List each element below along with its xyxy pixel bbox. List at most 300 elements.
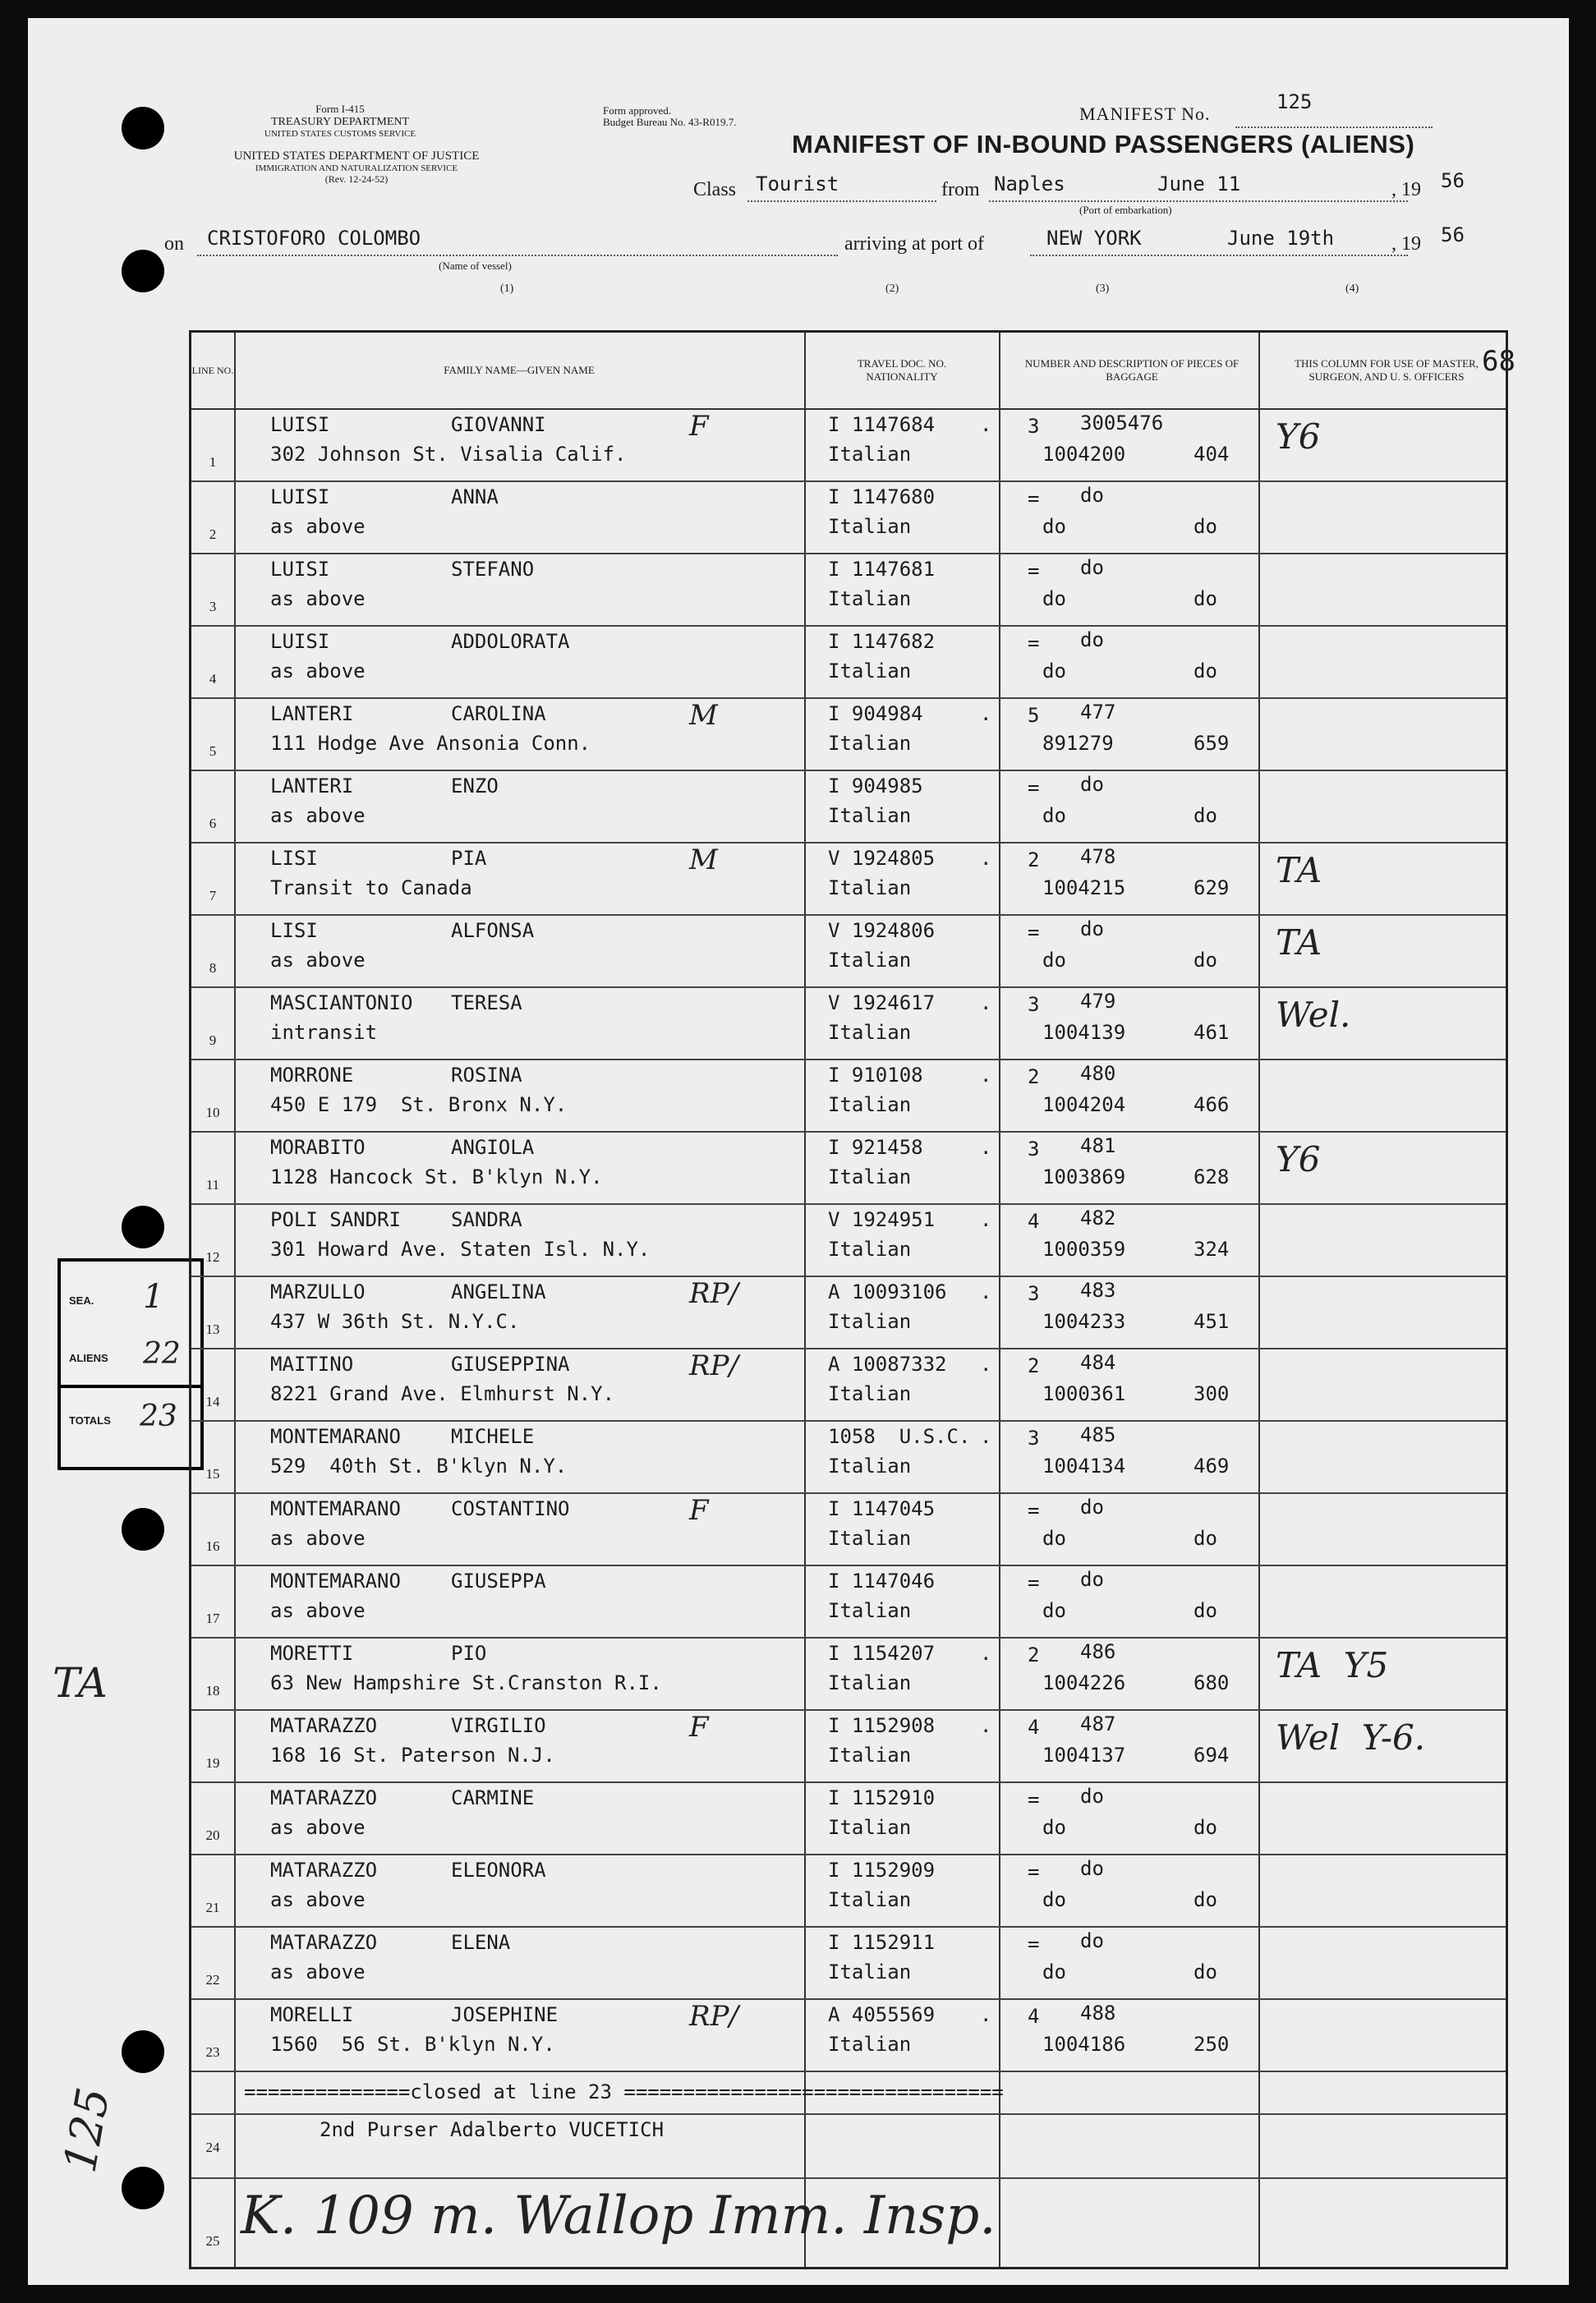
baggage-number: 1004204 bbox=[1042, 1093, 1126, 1116]
form-number: Form I-415 bbox=[315, 103, 365, 115]
travel-doc-no: I 1147684 bbox=[828, 413, 936, 436]
officer-notation: Wel. bbox=[1276, 995, 1351, 1035]
travel-doc-no: I 1147046 bbox=[828, 1570, 936, 1593]
page-number: 68 bbox=[1482, 345, 1516, 378]
given-name: CARMINE bbox=[451, 1786, 535, 1809]
line-number: 18 bbox=[205, 1683, 220, 1699]
baggage-number: 1004226 bbox=[1042, 1671, 1126, 1694]
baggage-number: 1004134 bbox=[1042, 1455, 1126, 1478]
baggage-tag: 485 bbox=[1080, 1423, 1116, 1446]
family-name: MORRONE bbox=[270, 1064, 354, 1087]
baggage-pieces: 2 bbox=[1028, 1643, 1040, 1666]
header-officers: THIS COLUMN FOR USE OF MASTER, SURGEON, AND U. S. OFFICERS bbox=[1295, 357, 1479, 383]
baggage-pieces: = bbox=[1028, 776, 1040, 799]
baggage-pieces: = bbox=[1028, 632, 1040, 655]
baggage-weight: do bbox=[1194, 949, 1217, 972]
doc-dot: . bbox=[980, 1642, 992, 1665]
given-name: ANGELINA bbox=[451, 1280, 546, 1303]
address: as above bbox=[270, 949, 366, 972]
baggage-number: do bbox=[1042, 1527, 1066, 1550]
doc-dot: . bbox=[980, 702, 992, 725]
margin-mark: M bbox=[689, 699, 718, 732]
class-value: Tourist bbox=[756, 172, 839, 195]
family-name: MONTEMARANO bbox=[270, 1570, 401, 1593]
arriving-label: arriving at port of bbox=[844, 233, 984, 255]
table-row bbox=[191, 625, 1506, 699]
table-row bbox=[191, 1059, 1506, 1133]
baggage-pieces: 2 bbox=[1028, 1354, 1040, 1377]
stamp-value-1: 1 bbox=[143, 1278, 164, 1316]
baggage-pieces: = bbox=[1028, 1860, 1040, 1883]
family-name: MATARAZZO bbox=[270, 1786, 378, 1809]
baggage-pieces: 5 bbox=[1028, 704, 1040, 727]
travel-doc-no: V 1924805 bbox=[828, 847, 936, 870]
baggage-number: 1004215 bbox=[1042, 876, 1126, 899]
travel-doc-no: I 1147681 bbox=[828, 558, 936, 581]
baggage-tag: 483 bbox=[1080, 1279, 1116, 1302]
manifest-number: 125 bbox=[1276, 90, 1313, 113]
stamp-value-2: 22 bbox=[143, 1337, 181, 1371]
baggage-pieces: 2 bbox=[1028, 1065, 1040, 1088]
nationality: Italian bbox=[828, 876, 912, 899]
line-number: 23 bbox=[205, 2044, 220, 2060]
baggage-pieces: 3 bbox=[1028, 1282, 1040, 1305]
family-name: LANTERI bbox=[270, 775, 354, 798]
baggage-pieces: 4 bbox=[1028, 1716, 1040, 1739]
baggage-pieces: = bbox=[1028, 559, 1040, 582]
address: as above bbox=[270, 660, 366, 683]
family-name: LUISI bbox=[270, 485, 330, 508]
baggage-pieces: = bbox=[1028, 1571, 1040, 1594]
form-identification bbox=[151, 103, 529, 140]
binder-hole bbox=[122, 2167, 164, 2209]
baggage-number: do bbox=[1042, 587, 1066, 610]
arrival-port: NEW YORK bbox=[1046, 227, 1142, 250]
passenger-table bbox=[189, 330, 1508, 2269]
travel-doc-no: V 1924617 bbox=[828, 991, 936, 1014]
family-name: MASCIANTONIO bbox=[270, 991, 413, 1014]
port-embark-note: (Port of embarkation) bbox=[1079, 204, 1172, 216]
baggage-tag: 487 bbox=[1080, 1712, 1116, 1735]
inspector-signature: K. 109 m. Wallop Imm. Insp. bbox=[241, 2186, 996, 2246]
line-number: 5 bbox=[209, 743, 217, 759]
travel-doc-no: I 1147680 bbox=[828, 485, 936, 508]
stamp-label-3: TOTALS bbox=[69, 1414, 111, 1427]
line-number: 4 bbox=[209, 671, 217, 687]
margin-note-125: 125 bbox=[53, 2084, 120, 2177]
baggage-weight: 461 bbox=[1194, 1021, 1230, 1044]
baggage-pieces: 3 bbox=[1028, 415, 1040, 438]
baggage-weight: 324 bbox=[1194, 1238, 1230, 1261]
table-row bbox=[191, 1276, 1506, 1349]
purser-line: 2nd Purser Adalberto VUCETICH bbox=[320, 2118, 665, 2141]
table-row bbox=[191, 1781, 1506, 1855]
revision: (Rev. 12-24-52) bbox=[324, 172, 389, 185]
stamp-label-1: SEA. bbox=[69, 1294, 94, 1307]
address: 1560 56 St. B'klyn N.Y. bbox=[270, 2033, 555, 2056]
nationality: Italian bbox=[828, 587, 912, 610]
nationality: Italian bbox=[828, 732, 912, 755]
line-number: 6 bbox=[209, 816, 217, 831]
margin-note-ta: TA bbox=[53, 1659, 108, 1707]
travel-doc-no: I 1152911 bbox=[828, 1931, 936, 1954]
justice-dept: UNITED STATES DEPARTMENT OF JUSTICE bbox=[233, 149, 480, 163]
travel-doc-no: V 1924806 bbox=[828, 919, 936, 942]
given-name: TERESA bbox=[451, 991, 522, 1014]
family-name: LUISI bbox=[270, 558, 330, 581]
class-label: Class bbox=[693, 179, 737, 200]
line-number: 25 bbox=[205, 2233, 220, 2249]
travel-doc-no: A 10087332 bbox=[828, 1353, 947, 1376]
from-label: from bbox=[941, 179, 980, 200]
nationality: Italian bbox=[828, 1816, 912, 1839]
baggage-weight: do bbox=[1194, 1816, 1217, 1839]
header-line-no: LINE NO. bbox=[191, 364, 234, 376]
travel-doc-no: A 10093106 bbox=[828, 1280, 947, 1303]
line-number: 20 bbox=[205, 1827, 220, 1843]
baggage-tag: do bbox=[1080, 1857, 1104, 1880]
address: 437 W 36th St. N.Y.C. bbox=[270, 1310, 520, 1333]
manifest-label: MANIFEST No. bbox=[1079, 103, 1211, 124]
baggage-pieces: 3 bbox=[1028, 1138, 1040, 1161]
baggage-number: do bbox=[1042, 949, 1066, 972]
baggage-weight: do bbox=[1194, 587, 1217, 610]
table-row bbox=[191, 1998, 1506, 2072]
page-title: MANIFEST OF IN-BOUND PASSENGERS (ALIENS) bbox=[792, 130, 1415, 159]
baggage-tag: 488 bbox=[1080, 2002, 1116, 2025]
family-name: MATARAZZO bbox=[270, 1859, 378, 1882]
line-number: 9 bbox=[209, 1032, 217, 1048]
officer-notation: TA bbox=[1276, 850, 1322, 890]
given-name: ANNA bbox=[451, 485, 499, 508]
family-name: LISI bbox=[270, 847, 318, 870]
col-num-3: (3) bbox=[1096, 283, 1110, 295]
travel-doc-no: I 904984 bbox=[828, 702, 923, 725]
given-name: ELENA bbox=[451, 1931, 511, 1954]
family-name: LISI bbox=[270, 919, 318, 942]
family-name: LUISI bbox=[270, 630, 330, 653]
baggage-number: 1000359 bbox=[1042, 1238, 1126, 1261]
line-number: 14 bbox=[205, 1394, 220, 1409]
table-row bbox=[191, 408, 1506, 482]
given-name: SANDRA bbox=[451, 1208, 522, 1231]
nationality: Italian bbox=[828, 804, 912, 827]
doc-dot: . bbox=[980, 1425, 992, 1448]
address: 301 Howard Ave. Staten Isl. N.Y. bbox=[270, 1238, 651, 1261]
baggage-pieces: = bbox=[1028, 1499, 1040, 1522]
baggage-pieces: 2 bbox=[1028, 848, 1040, 871]
table-row bbox=[191, 1348, 1506, 1422]
baggage-pieces: = bbox=[1028, 1933, 1040, 1956]
doc-dot: . bbox=[980, 1280, 992, 1303]
arrival-year-prefix: , 19 bbox=[1391, 233, 1421, 255]
nationality: Italian bbox=[828, 515, 912, 538]
baggage-weight: 404 bbox=[1194, 443, 1230, 466]
form-approval bbox=[603, 105, 736, 129]
doc-dot: . bbox=[980, 991, 992, 1014]
travel-doc-no: I 904985 bbox=[828, 775, 923, 798]
col-num-4: (4) bbox=[1345, 283, 1359, 295]
baggage-number: do bbox=[1042, 660, 1066, 683]
baggage-number: do bbox=[1042, 1961, 1066, 1984]
baggage-pieces: 3 bbox=[1028, 993, 1040, 1016]
family-name: POLI SANDRI bbox=[270, 1208, 401, 1231]
col-num-1: (1) bbox=[500, 283, 514, 295]
baggage-number: do bbox=[1042, 1599, 1066, 1622]
nationality: Italian bbox=[828, 1671, 912, 1694]
address: 168 16 St. Paterson N.J. bbox=[270, 1744, 555, 1767]
baggage-tag: 482 bbox=[1080, 1207, 1116, 1230]
baggage-weight: do bbox=[1194, 1961, 1217, 1984]
travel-doc-no: I 1147045 bbox=[828, 1497, 936, 1520]
margin-mark: F bbox=[689, 410, 709, 443]
baggage-tag: do bbox=[1080, 556, 1104, 579]
baggage-weight: 629 bbox=[1194, 876, 1230, 899]
line-number: 12 bbox=[205, 1249, 220, 1265]
travel-doc-no: A 4055569 bbox=[828, 2003, 936, 2026]
nationality: Italian bbox=[828, 1021, 912, 1044]
table-row bbox=[191, 1565, 1506, 1639]
travel-doc-no: V 1924951 bbox=[828, 1208, 936, 1231]
table-row bbox=[191, 553, 1506, 627]
baggage-number: do bbox=[1042, 515, 1066, 538]
family-name: MAITINO bbox=[270, 1353, 354, 1376]
baggage-number: 1004200 bbox=[1042, 443, 1126, 466]
margin-mark: F bbox=[689, 1711, 709, 1744]
address: as above bbox=[270, 1527, 366, 1550]
line-number: 22 bbox=[205, 1972, 220, 1988]
given-name: COSTANTINO bbox=[451, 1497, 570, 1520]
baggage-weight: do bbox=[1194, 1527, 1217, 1550]
baggage-tag: 481 bbox=[1080, 1134, 1116, 1157]
table-row bbox=[191, 1926, 1506, 2000]
given-name: ELEONORA bbox=[451, 1859, 546, 1882]
baggage-weight: do bbox=[1194, 1888, 1217, 1911]
baggage-pieces: = bbox=[1028, 921, 1040, 944]
nationality: Italian bbox=[828, 1599, 912, 1622]
table-row bbox=[191, 1637, 1506, 1711]
table-row bbox=[191, 697, 1506, 771]
stamp-value-3: 23 bbox=[140, 1400, 177, 1433]
given-name: STEFANO bbox=[451, 558, 535, 581]
customs-service: UNITED STATES CUSTOMS SERVICE bbox=[264, 129, 416, 140]
table-row-closing bbox=[191, 2077, 1506, 2115]
on-label: on bbox=[164, 233, 184, 255]
baggage-weight: 250 bbox=[1194, 2033, 1230, 2056]
address: as above bbox=[270, 1816, 366, 1839]
line-number: 2 bbox=[209, 526, 217, 542]
header-name: FAMILY NAME—GIVEN NAME bbox=[444, 364, 595, 377]
baggage-tag: 480 bbox=[1080, 1062, 1116, 1085]
address: as above bbox=[270, 1961, 366, 1984]
officer-notation: Wel Y-6. bbox=[1276, 1717, 1426, 1758]
stamp-label-2: ALIENS bbox=[69, 1352, 108, 1364]
baggage-tag: 478 bbox=[1080, 845, 1116, 868]
baggage-weight: 451 bbox=[1194, 1310, 1230, 1333]
from-port: Naples bbox=[994, 172, 1065, 195]
ins-service: IMMIGRATION AND NATURALIZATION SERVICE bbox=[255, 163, 458, 174]
treasury-dept: TREASURY DEPARTMENT bbox=[270, 115, 410, 128]
line-number: 8 bbox=[209, 960, 217, 976]
family-name: MORETTI bbox=[270, 1642, 354, 1665]
travel-doc-no: I 910108 bbox=[828, 1064, 923, 1087]
address: 8221 Grand Ave. Elmhurst N.Y. bbox=[270, 1382, 615, 1405]
baggage-tag: do bbox=[1080, 1929, 1104, 1952]
arrival-year: 56 bbox=[1441, 223, 1465, 246]
line-number: 24 bbox=[205, 2140, 220, 2155]
line-number: 21 bbox=[205, 1900, 220, 1915]
nationality: Italian bbox=[828, 1455, 912, 1478]
given-name: ENZO bbox=[451, 775, 499, 798]
binder-hole bbox=[122, 250, 164, 292]
baggage-pieces: 4 bbox=[1028, 2005, 1040, 2028]
address: 111 Hodge Ave Ansonia Conn. bbox=[270, 732, 591, 755]
table-row bbox=[191, 480, 1506, 554]
given-name: GIUSEPPINA bbox=[451, 1353, 570, 1376]
line-number: 15 bbox=[205, 1466, 220, 1482]
officer-notation: TA bbox=[1276, 922, 1322, 963]
binder-hole bbox=[122, 2030, 164, 2073]
address: as above bbox=[270, 587, 366, 610]
officer-notation: TA Y5 bbox=[1276, 1645, 1389, 1685]
baggage-number: do bbox=[1042, 1816, 1066, 1839]
baggage-number: 1004233 bbox=[1042, 1310, 1126, 1333]
baggage-weight: 466 bbox=[1194, 1093, 1230, 1116]
baggage-number: 1000361 bbox=[1042, 1382, 1126, 1405]
table-row bbox=[191, 1131, 1506, 1205]
address: as above bbox=[270, 1888, 366, 1911]
baggage-weight: 469 bbox=[1194, 1455, 1230, 1478]
vessel-name: CRISTOFORO COLOMBO bbox=[207, 227, 421, 250]
table-row bbox=[191, 914, 1506, 988]
approved-text: Form approved. bbox=[603, 104, 672, 117]
address: as above bbox=[270, 1599, 366, 1622]
from-year-prefix: , 19 bbox=[1391, 179, 1421, 200]
doc-dot: . bbox=[980, 1136, 992, 1159]
travel-doc-no: 1058 U.S.C. bbox=[828, 1425, 971, 1448]
address: 529 40th St. B'klyn N.Y. bbox=[270, 1455, 568, 1478]
from-date: June 11 bbox=[1157, 172, 1241, 195]
family-name: MATARAZZO bbox=[270, 1931, 378, 1954]
closed-line: ==============closed at line 23 ================================ bbox=[244, 2080, 1004, 2103]
margin-mark: RP/ bbox=[689, 1349, 738, 1382]
address: 302 Johnson St. Visalia Calif. bbox=[270, 443, 627, 466]
given-name: VIRGILIO bbox=[451, 1714, 546, 1737]
table-row-24 bbox=[191, 2115, 1506, 2179]
arrival-date: June 19th bbox=[1227, 227, 1335, 250]
line-number: 13 bbox=[205, 1322, 220, 1337]
line-number: 3 bbox=[209, 599, 217, 614]
margin-mark: M bbox=[689, 844, 718, 876]
table-row bbox=[191, 1492, 1506, 1566]
baggage-tag: do bbox=[1080, 1568, 1104, 1591]
address: Transit to Canada bbox=[270, 876, 472, 899]
table-row bbox=[191, 1420, 1506, 1494]
margin-mark: RP/ bbox=[689, 1277, 738, 1310]
tally-stamp bbox=[57, 1258, 204, 1470]
nationality: Italian bbox=[828, 2033, 912, 2056]
baggage-weight: 694 bbox=[1194, 1744, 1230, 1767]
given-name: CAROLINA bbox=[451, 702, 546, 725]
margin-mark: RP/ bbox=[689, 2000, 738, 2033]
family-name: MONTEMARANO bbox=[270, 1497, 401, 1520]
address: as above bbox=[270, 804, 366, 827]
nationality: Italian bbox=[828, 660, 912, 683]
table-row bbox=[191, 770, 1506, 844]
doc-dot: . bbox=[980, 1353, 992, 1376]
table-row bbox=[191, 1203, 1506, 1277]
given-name: JOSEPHINE bbox=[451, 2003, 559, 2026]
baggage-weight: 680 bbox=[1194, 1671, 1230, 1694]
margin-mark: F bbox=[689, 1494, 709, 1527]
travel-doc-no: I 1152910 bbox=[828, 1786, 936, 1809]
given-name: GIOVANNI bbox=[451, 413, 546, 436]
baggage-tag: 479 bbox=[1080, 990, 1116, 1013]
baggage-pieces: 3 bbox=[1028, 1427, 1040, 1450]
officer-notation: Y6 bbox=[1276, 1139, 1321, 1179]
baggage-tag: 3005476 bbox=[1080, 411, 1164, 434]
justice-identification bbox=[151, 149, 562, 186]
given-name: ANGIOLA bbox=[451, 1136, 535, 1159]
baggage-tag: 484 bbox=[1080, 1351, 1116, 1374]
given-name: MICHELE bbox=[451, 1425, 535, 1448]
baggage-tag: do bbox=[1080, 628, 1104, 651]
address: 63 New Hampshire St.Cranston R.I. bbox=[270, 1671, 662, 1694]
baggage-weight: do bbox=[1194, 804, 1217, 827]
address: intransit bbox=[270, 1021, 378, 1044]
family-name: MATARAZZO bbox=[270, 1714, 378, 1737]
table-row bbox=[191, 986, 1506, 1060]
line-number: 1 bbox=[209, 454, 217, 470]
nationality: Italian bbox=[828, 1382, 912, 1405]
officer-notation: Y6 bbox=[1276, 416, 1321, 457]
family-name: MONTEMARANO bbox=[270, 1425, 401, 1448]
nationality: Italian bbox=[828, 443, 912, 466]
line-number: 16 bbox=[205, 1538, 220, 1554]
header-baggage: NUMBER AND DESCRIPTION OF PIECES OF BAGGAGE bbox=[1024, 357, 1240, 383]
manifest-page bbox=[28, 18, 1569, 2285]
given-name: GIUSEPPA bbox=[451, 1570, 546, 1593]
given-name: ROSINA bbox=[451, 1064, 522, 1087]
baggage-tag: 486 bbox=[1080, 1640, 1116, 1663]
baggage-pieces: = bbox=[1028, 487, 1040, 510]
doc-dot: . bbox=[980, 413, 992, 436]
baggage-weight: 300 bbox=[1194, 1382, 1230, 1405]
baggage-number: 1004137 bbox=[1042, 1744, 1126, 1767]
baggage-number: do bbox=[1042, 1888, 1066, 1911]
budget-text: Budget Bureau No. 43-R019.7. bbox=[603, 116, 737, 129]
travel-doc-no: I 921458 bbox=[828, 1136, 923, 1159]
family-name: LUISI bbox=[270, 413, 330, 436]
baggage-tag: do bbox=[1080, 917, 1104, 940]
given-name: ALFONSA bbox=[451, 919, 535, 942]
nationality: Italian bbox=[828, 1744, 912, 1767]
baggage-pieces: = bbox=[1028, 1788, 1040, 1811]
table-header bbox=[191, 333, 1506, 410]
family-name: MORABITO bbox=[270, 1136, 366, 1159]
baggage-weight: 628 bbox=[1194, 1165, 1230, 1188]
address: 450 E 179 St. Bronx N.Y. bbox=[270, 1093, 568, 1116]
baggage-weight: do bbox=[1194, 660, 1217, 683]
baggage-tag: do bbox=[1080, 1785, 1104, 1808]
travel-doc-no: I 1147682 bbox=[828, 630, 936, 653]
baggage-weight: do bbox=[1194, 1599, 1217, 1622]
line-number: 17 bbox=[205, 1611, 220, 1626]
given-name: PIA bbox=[451, 847, 487, 870]
address: as above bbox=[270, 515, 366, 538]
line-number: 10 bbox=[205, 1105, 220, 1120]
family-name: LANTERI bbox=[270, 702, 354, 725]
